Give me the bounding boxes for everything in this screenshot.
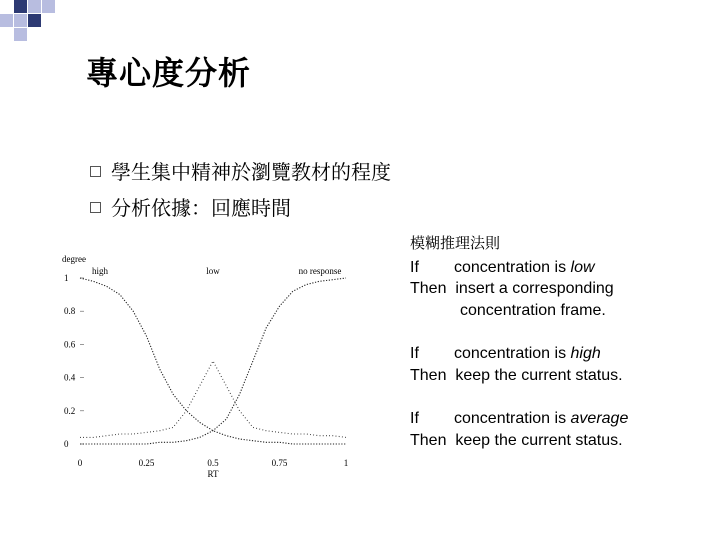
then-continuation: concentration frame. [460,301,606,319]
if-term: high [570,345,601,362]
square-bullet-icon [90,166,101,177]
if-text: concentration is [454,345,571,362]
if-keyword: If [410,410,419,427]
x-axis-label: RT [207,469,219,479]
bullet-text: 學生集中精神於瀏覽教材的程度 [111,159,391,184]
if-term: low [570,258,595,276]
then-text: keep the current status. [455,431,623,449]
decorative-squares [0,0,60,45]
series-line-low [80,361,346,437]
series-label-low: low [206,266,220,276]
x-tick-label: 0 [77,458,83,468]
series-label-high: high [92,266,109,276]
if-keyword: If [410,258,419,276]
fuzzy-rules [410,233,628,473]
then-keyword: Then [410,280,447,297]
bullet-item [90,188,391,224]
y-tick-label: 1 [64,273,69,283]
y-tick-label: 0.2 [64,405,76,416]
x-tick-label: 0.75 [271,458,288,468]
membership-function-chart [50,248,360,488]
y-tick-label: 0.8 [64,306,76,317]
rule-high [410,343,628,386]
if-term: average [570,410,629,427]
if-keyword: If [410,345,419,362]
bullet-text: 分析依據：回應時間 [111,195,291,220]
rules-heading: 模糊推理法則 [410,234,501,252]
if-text: concentration is [454,410,571,427]
x-tick-label: 0.5 [207,458,219,468]
bullet-list [90,152,391,224]
then-text: insert a corresponding [455,280,614,297]
y-tick-label: 0 [64,439,69,449]
x-tick-label: 1 [343,458,349,468]
series-label-no-response: no response [298,266,342,276]
then-text: keep the current status. [455,366,623,384]
series-line-no-response [80,278,346,444]
y-axis-label: degree [62,254,86,264]
rule-average [410,408,628,451]
if-text: concentration is [454,258,571,276]
then-keyword: Then [410,366,447,384]
series-line-high [80,278,346,444]
bullet-item [90,152,391,188]
rule-low [410,257,628,322]
y-tick-label: 0.4 [64,372,76,383]
page-title: 專心度分析 [86,54,252,92]
x-tick-label: 0.25 [138,458,155,468]
square-bullet-icon [90,202,101,213]
y-tick-label: 0.6 [64,339,76,350]
then-keyword: Then [410,431,447,449]
